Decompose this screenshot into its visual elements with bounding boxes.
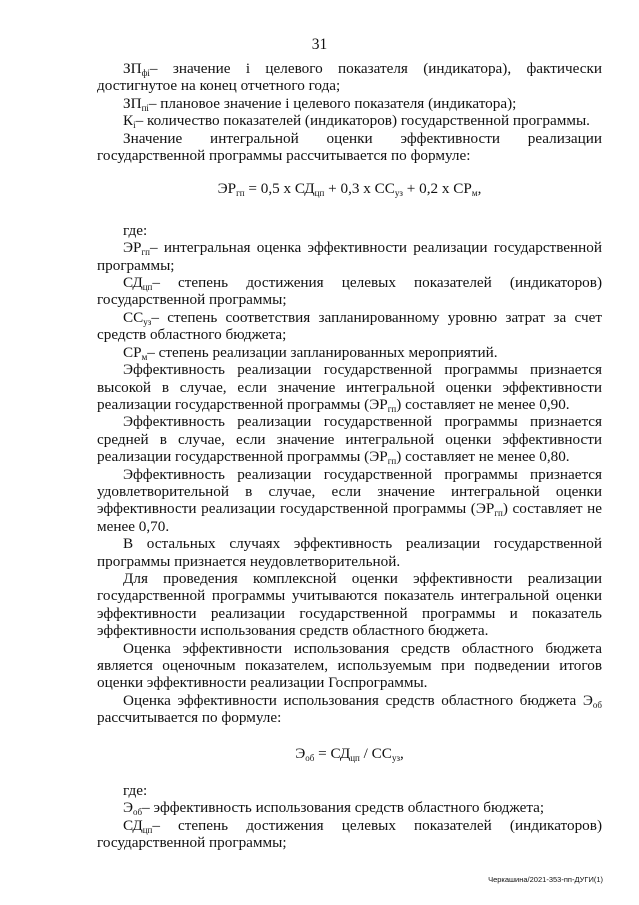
definition-zp-p: $ЗП_{пi}-$ плановое значение i целевого показателя (индикатора); — [123, 94, 517, 113]
document-footer-code: Черкашина/2021-353-пп-ДУГИ(1) — [488, 875, 603, 884]
paragraph-budget-evaluation: Оценка эффективности использования средств областного бюджета является оценочным показателем, используемым при подведении итогов оценки эффективности реализации Госпрограммы. — [97, 639, 602, 692]
definition-e-ob: $Э_{об}-$ эффективность использования средств областного бюджета; — [123, 799, 545, 818]
definition-ss: $СС_{уз}-$ степень соответствия запланированному уровню затрат за счет средств областного бюджета; — [97, 308, 602, 344]
definition-sd: $СД_{цп}-$ степень достижения целевых показателей (индикаторов) государственной программы; — [97, 274, 602, 309]
paragraph-efficiency-satisfactory: Эффективность реализации государственной программы признается удовлетворительной в случае, если значение интегральной оценки эффективности реализации государственной программы $(ЭР_{гп})$ составляет не менее 0,70. — [97, 465, 602, 535]
definition-er: $ЭР_{гп}-$ интегральная оценка эффективности реализации государственной программы; — [97, 239, 602, 274]
paragraph-efficiency-medium: Эффективность реализации государственной программы признается средней в случае, если значение интегральной оценки эффективности реализации государственной программы $(ЭР_{гп})$ составляет не менее 0,80. — [97, 413, 602, 467]
formula-budget: $Э_{об} = СД_{цп} / СС_{уз}$, — [295, 744, 404, 763]
paragraph-other-cases: В остальных случаях эффективность реализации государственной программы признается неудовлетворительной. — [97, 535, 602, 570]
paragraph-integral-intro: Значение интегральной оценки эффективности реализации государственной программы рассчитывается по формуле: — [97, 129, 602, 165]
label-where-2: где: — [123, 782, 148, 800]
formula-integral: $ЭР_{гп} = 0,5$ х $СД_{цп} + 0,3$ х $СС_{уз} + 0,2$ х $СР_м$, — [217, 180, 482, 199]
page-number: 31 — [311, 36, 328, 53]
paragraph-complex-evaluation: Для проведения комплексной оценки эффективности реализации государственной программы учитываются показатель интегральной оценки эффективности реализации государственной программы и показатель эффективности использования средств областного бюджета. — [97, 569, 602, 640]
document-body — [97, 60, 602, 852]
paragraph-efficiency-high: Эффективность реализации государственной программы признается высокой в случае, если значение интегральной оценки эффективности реализации государственной программы $(ЭР_{гп})$ составляет не менее 0,90. — [97, 361, 602, 414]
definition-k: $К_i-$ количество показателей (индикаторов) государственной программы. — [123, 112, 590, 131]
definition-sd-2: $СД_{цп}-$ степень достижения целевых показателей (индикаторов) государственной программы; — [97, 816, 602, 852]
definition-zp-f: $ЗП_{фi}-$ значение i целевого показателя (индикатора), фактически достигнутое на конец отчетного года; — [97, 60, 602, 95]
definition-sr: $СР_м-$ степень реализации запланированных мероприятий. — [123, 343, 498, 362]
label-where: где: — [123, 221, 148, 239]
paragraph-budget-intro: Оценка эффективности использования средств областного бюджета $Э_{об}$ рассчитывается по формуле: — [97, 691, 602, 727]
